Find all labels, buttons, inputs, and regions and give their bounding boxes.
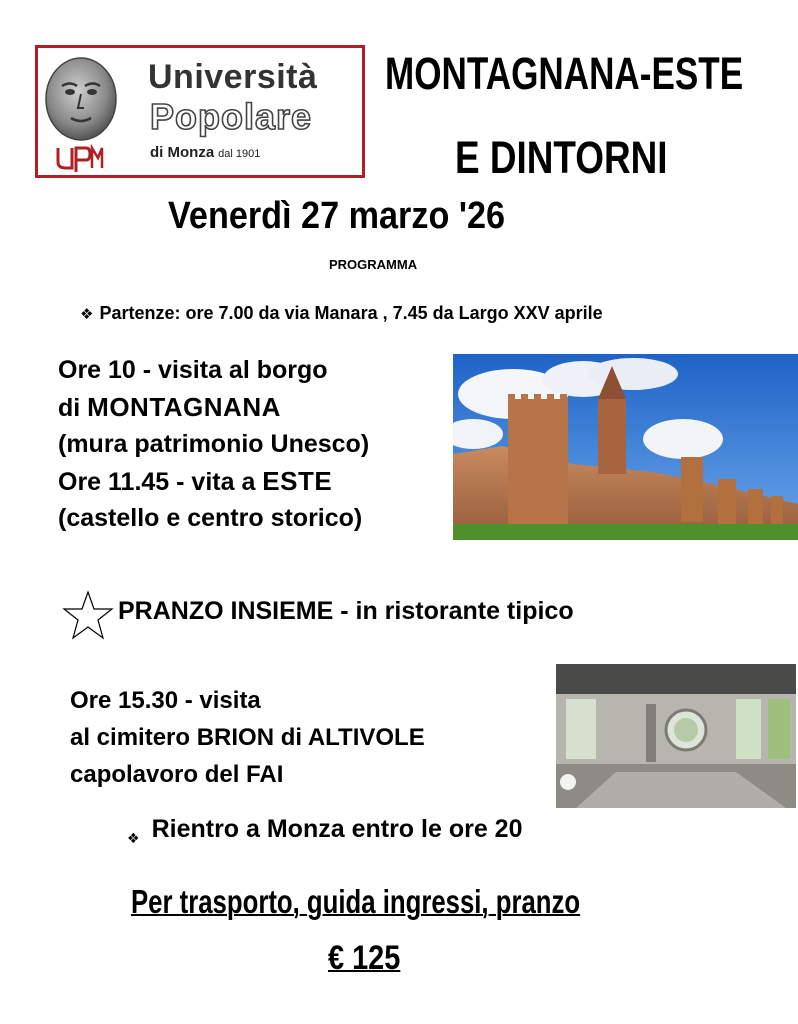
programma-label: PROGRAMMA [329, 257, 418, 272]
page-title-line1: MONTAGNANA-ESTE [385, 48, 744, 99]
logo-universita: Università [148, 58, 318, 96]
logo-di-monza [150, 144, 260, 161]
page-title-line2: E DINTORNI [455, 132, 668, 183]
morning-line-5: (castello e centro storico) [58, 504, 363, 532]
return-text: Rientro a Monza entro le ore 20 [151, 815, 523, 843]
afternoon-line-1: Ore 15.30 - visita [70, 687, 261, 714]
logo-di-monza-text: di Monza [150, 144, 215, 161]
return-line [127, 815, 522, 847]
upm-monogram-icon [56, 144, 104, 174]
lunch-line: PRANZO INSIEME - in ristorante tipico [118, 597, 574, 625]
morning-line-4-prefix: Ore 11.45 - vita a [58, 467, 263, 496]
logo [35, 45, 365, 178]
logo-dal-1901: dal 1901 [218, 148, 261, 160]
este-place: ESTE [262, 465, 333, 496]
departures-line [80, 303, 603, 324]
diamond-bullet-icon: ❖ [80, 306, 94, 323]
sun-face-logo-icon [44, 56, 118, 142]
montagnana-walls-photo [453, 354, 798, 540]
logo-popolare: Popolare [150, 96, 313, 137]
brion-cemetery-photo [556, 664, 796, 808]
star-icon [62, 590, 114, 642]
afternoon-program [70, 682, 425, 793]
price-label: Per trasporto, guida ingressi, pranzo [131, 883, 581, 920]
event-date: Venerdì 27 marzo '26 [168, 195, 506, 237]
morning-line-2-prefix: di [58, 393, 88, 422]
morning-line-1: Ore 10 - visita al borgo [58, 356, 328, 384]
price-value: € 125 [328, 939, 401, 977]
morning-line-2 [58, 389, 369, 427]
montagnana-place: MONTAGNANA [87, 391, 281, 422]
afternoon-line-2: al cimitero BRION di ALTIVOLE [70, 724, 425, 751]
morning-line-4 [58, 463, 369, 501]
afternoon-line-3: capolavoro del FAI [70, 761, 284, 788]
departures-text: Partenze: ore 7.00 da via Manara , 7.45 da Largo XXV aprile [99, 303, 603, 323]
morning-program [58, 352, 369, 537]
diamond-bullet-icon: ❖ [127, 830, 140, 846]
morning-line-3: (mura patrimonio Unesco) [58, 430, 370, 458]
